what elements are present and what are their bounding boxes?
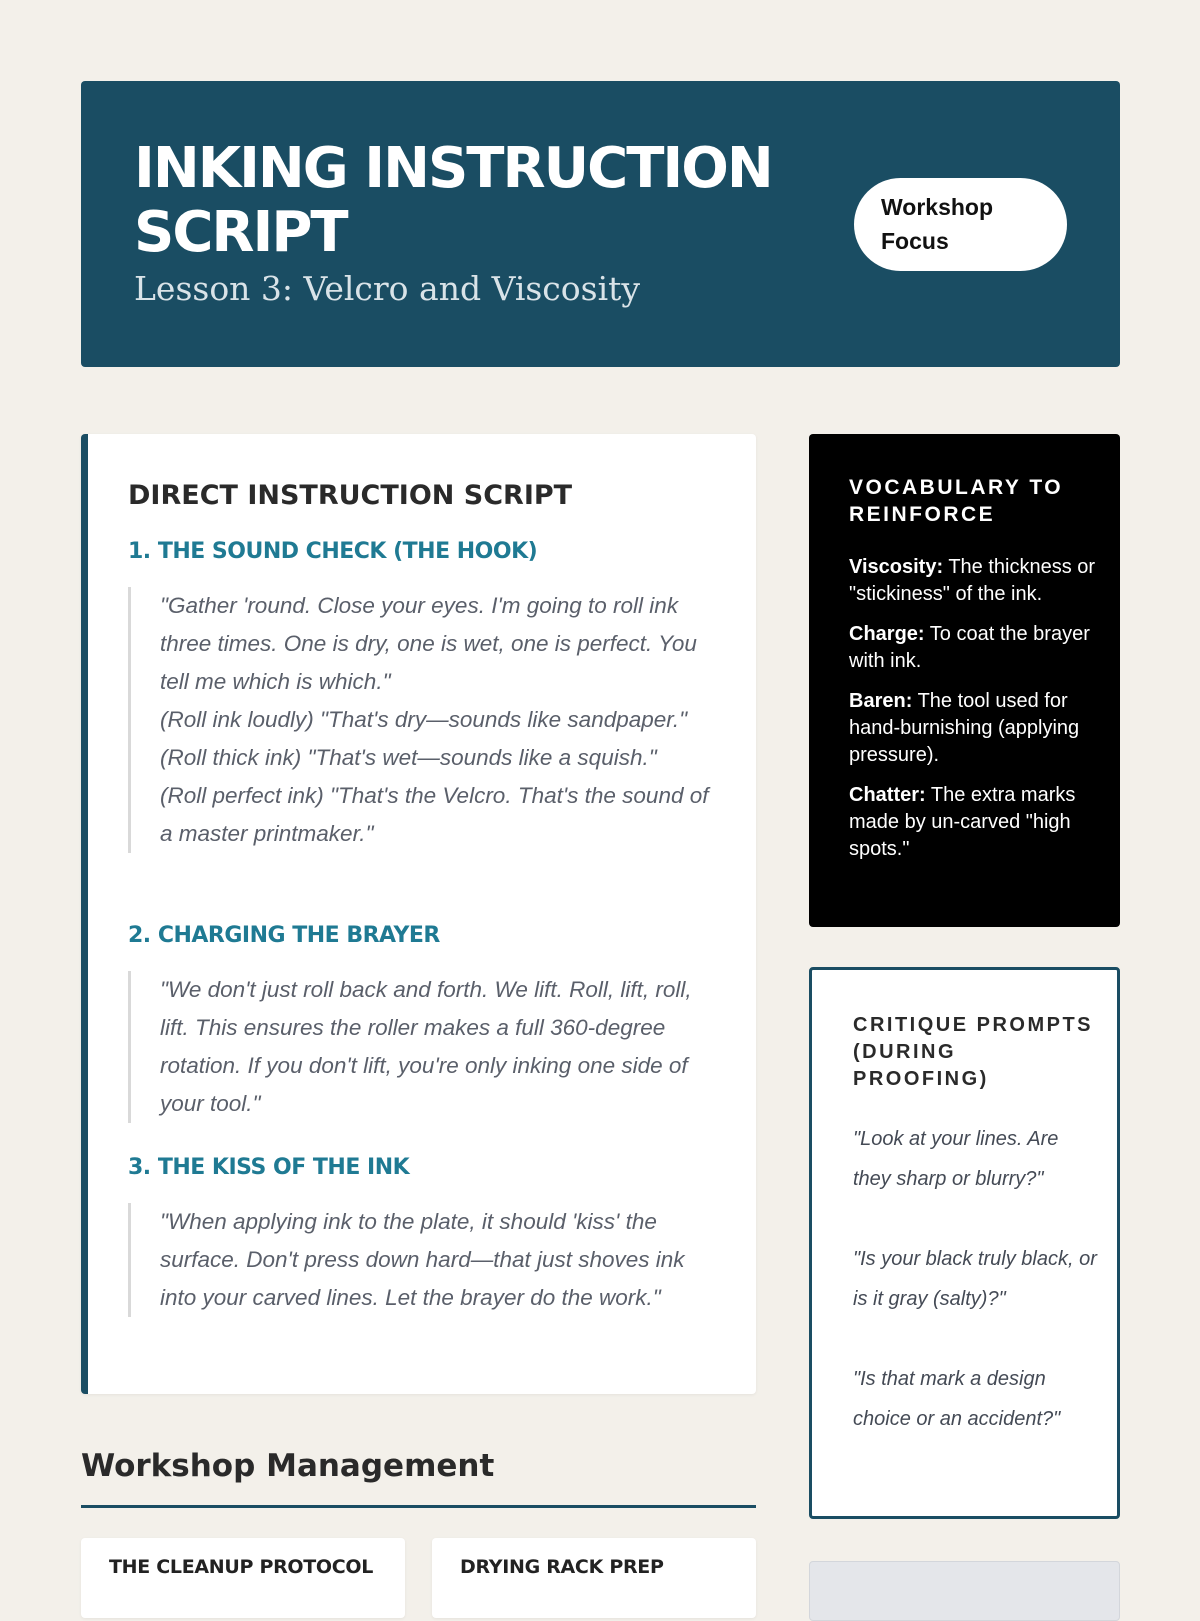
vocab-item bbox=[849, 554, 1100, 608]
critique-prompt: "Is that mark a design choice or an accident?" bbox=[853, 1368, 1061, 1430]
section-heading-sound-check: 1. THE SOUND CHECK (THE HOOK) bbox=[128, 539, 538, 564]
section-quote-sound-check bbox=[128, 587, 718, 853]
quote-line: (Roll ink loudly) "That's dry—sounds like sandpaper." bbox=[160, 707, 688, 732]
section-quote-charging bbox=[128, 971, 718, 1123]
cleanup-protocol-card bbox=[81, 1538, 405, 1618]
vocab-item bbox=[849, 621, 1100, 675]
critique-prompts-card bbox=[809, 967, 1120, 1519]
section-heading-charging: 2. CHARGING THE BRAYER bbox=[128, 923, 440, 948]
vocab-definition: The thickness or "stickiness" of the ink. bbox=[849, 556, 1096, 605]
workshop-management-title: Workshop Management bbox=[81, 1448, 495, 1484]
critique-title: CRITIQUE PROMPTS (DURING PROOFING) bbox=[853, 1014, 1094, 1090]
vocab-definition: The tool used for hand-burnishing (applying pressure). bbox=[849, 690, 1080, 766]
critique-prompt: "Look at your lines. Are they sharp or blurry?" bbox=[853, 1128, 1059, 1190]
section-quote-kiss bbox=[128, 1203, 718, 1317]
quote-line: "When applying ink to the plate, it should 'kiss' the surface. Don't press down hard—that just shoves ink into your carved lines. Let the brayer do the work." bbox=[160, 1209, 685, 1310]
direct-instruction-card bbox=[81, 434, 756, 1394]
drying-rack-card bbox=[432, 1538, 756, 1618]
sidebar-card bbox=[809, 1561, 1120, 1621]
script-title: DIRECT INSTRUCTION SCRIPT bbox=[128, 480, 573, 511]
vocab-definition: To coat the brayer with ink. bbox=[849, 623, 1090, 672]
quote-line: (Roll thick ink) "That's wet—sounds like a squish." bbox=[160, 745, 657, 770]
vocab-term: Baren: bbox=[849, 690, 913, 712]
vocab-term: Charge: bbox=[849, 623, 925, 645]
vocab-term: Viscosity: bbox=[849, 556, 944, 578]
vocab-definition: The extra marks made by un-carved "high spots." bbox=[849, 784, 1076, 860]
badge-line-2: Focus bbox=[881, 228, 949, 254]
card-title: THE CLEANUP PROTOCOL bbox=[109, 1556, 374, 1578]
header-banner bbox=[81, 81, 1120, 367]
quote-line: "We don't just roll back and forth. We lift. Roll, lift, roll, lift. This ensures the roller makes a full 360-degree rotation. If you don't lift, you're only inking one side of your tool." bbox=[160, 977, 692, 1116]
vocab-item bbox=[849, 782, 1100, 863]
quote-line: "Gather 'round. Close your eyes. I'm going to roll ink three times. One is dry, one is wet, one is perfect. You tell me which is which." bbox=[160, 593, 697, 694]
vocabulary-title: VOCABULARY TO REINFORCE bbox=[849, 476, 1064, 526]
badge-line-1: Workshop bbox=[881, 194, 994, 220]
workshop-focus-badge bbox=[854, 178, 1067, 271]
critique-prompt: "Is your black truly black, or is it gray (salty)?" bbox=[853, 1248, 1097, 1310]
card-title: DRYING RACK PREP bbox=[460, 1556, 664, 1578]
vocab-term: Chatter: bbox=[849, 784, 926, 806]
quote-line: (Roll perfect ink) "That's the Velcro. That's the sound of a master printmaker." bbox=[160, 783, 709, 846]
lesson-subtitle: Lesson 3: Velcro and Viscosity bbox=[134, 269, 641, 308]
section-divider bbox=[81, 1505, 756, 1508]
page-title: INKING INSTRUCTION SCRIPT bbox=[134, 136, 772, 265]
section-heading-kiss: 3. THE KISS OF THE INK bbox=[128, 1155, 410, 1180]
vocabulary-card bbox=[809, 434, 1120, 927]
vocab-item bbox=[849, 688, 1100, 769]
